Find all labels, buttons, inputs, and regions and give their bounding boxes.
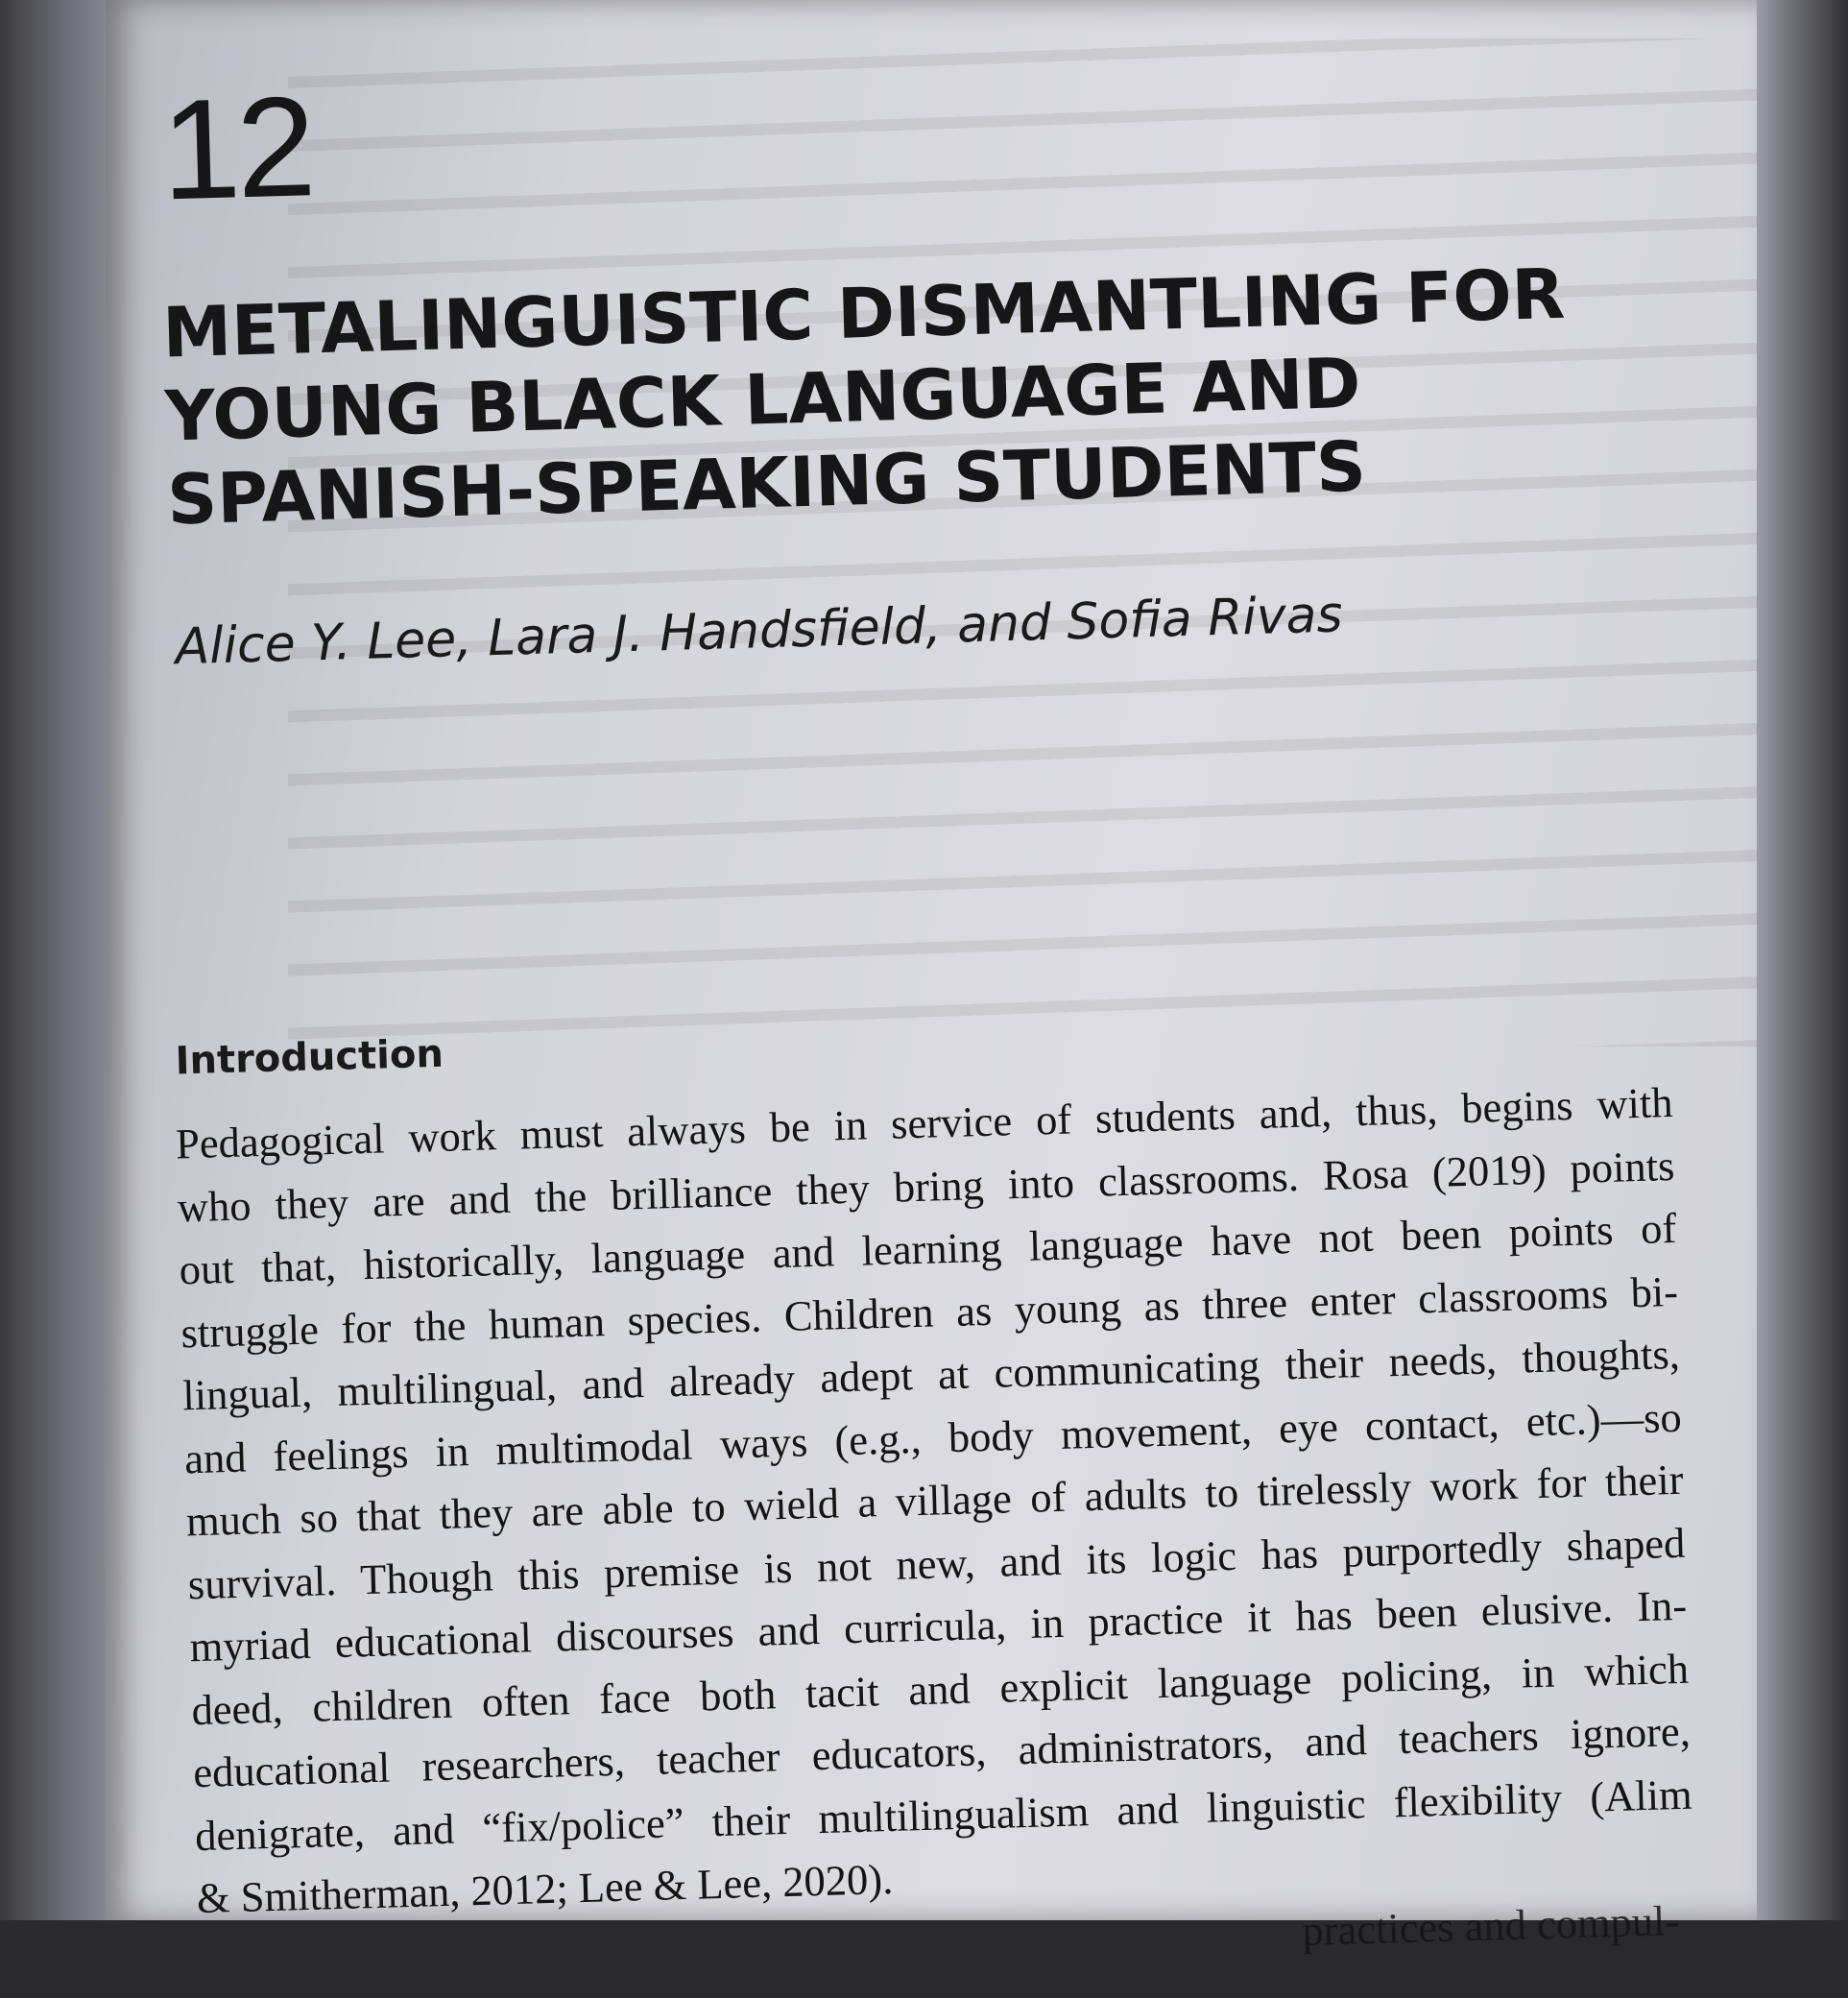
chapter-title-line: METALINGUISTIC DISMANTLING FOR — [161, 253, 1567, 373]
paragraph-line: Pedagogical work must always be in service of students and, thus, begins with — [175, 1077, 1674, 1168]
paragraph-line: and feelings in multimodal ways (e.g., body movement, eye contact, etc.)—so — [183, 1392, 1683, 1482]
chapter-number: 12 — [158, 67, 315, 230]
paragraph-line: out that, historically, language and learning language have not been points of — [179, 1203, 1677, 1294]
next-paragraph-cutoff: practices and compul- — [1301, 1895, 1680, 1955]
paragraph-line: deed, children often face both tacit and explicit language policing, in which — [190, 1644, 1690, 1734]
chapter-authors: Alice Y. Lee, Lara J. Handsfield, and Sofia Rivas — [174, 586, 1344, 677]
introduction-paragraph — [175, 1071, 1696, 1993]
paragraph-line: who they are and the brilliance they bring into classrooms. Rosa (2019) points — [177, 1141, 1675, 1231]
paragraph-line: struggle for the human species. Children as young as three enter classrooms bi- — [180, 1266, 1679, 1357]
paragraph-line: & Smitherman, 2012; Lee & Lee, 2020). — [196, 1854, 894, 1923]
chapter-title-line: SPANISH-SPEAKING STUDENTS — [166, 425, 1367, 541]
paragraph-line: much so that they are able to wield a village of adults to tirelessly work for their — [185, 1455, 1685, 1546]
paragraph-line: survival. Though this premise is not new, and its logic has purportedly shaped — [187, 1518, 1686, 1608]
paragraph-line: denigrate, and “fix/police” their multilingualism and linguistic flexibility (Alim — [194, 1769, 1693, 1860]
chapter-title-line: YOUNG BLACK LANGUAGE AND — [163, 342, 1362, 457]
section-heading: Introduction — [175, 1031, 444, 1084]
paragraph-line: myriad educational discourses and curricula, in practice it has been elusive. In- — [188, 1580, 1688, 1672]
paragraph-line: lingual, multilingual, and already adept at communicating their needs, thoughts, — [181, 1329, 1681, 1420]
chapter-title — [161, 252, 1608, 542]
paragraph-line: educational researchers, teacher educators, administrators, and teachers ignore, — [192, 1706, 1692, 1797]
